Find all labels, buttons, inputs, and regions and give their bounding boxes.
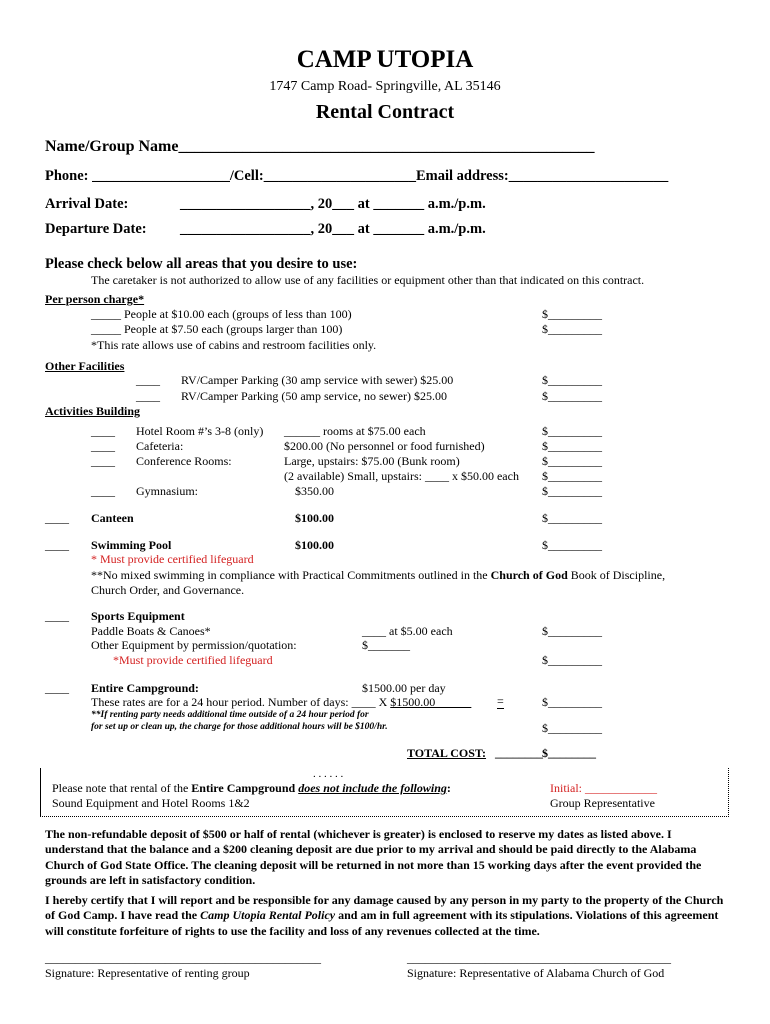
rv30-label: RV/Camper Parking (30 amp service with sewer) $25.00: [181, 373, 454, 387]
hotel-room-detail: ______ rooms at $75.00 each: [284, 424, 426, 438]
pool-checkbox[interactable]: ____: [45, 538, 69, 552]
camp-address: 1747 Camp Road- Springville, AL 35146: [269, 79, 501, 94]
conference-rooms-checkbox[interactable]: ____: [91, 454, 115, 468]
canteen-price: $100.00: [295, 511, 334, 525]
caretaker-notice: The caretaker is not authorized to allow use of any facilities or equipment other than that indicated on this contract.: [91, 273, 645, 287]
campground-days-row[interactable]: These rates are for a 24 hour period. Number of days: ____ X $1500.00______: [91, 695, 472, 709]
renting-group-signature-caption: Signature: Representative of renting group: [45, 966, 250, 980]
contract-subtitle: Rental Contract: [315, 101, 455, 123]
pool-amount[interactable]: $_________: [542, 538, 602, 552]
gymnasium-amount[interactable]: $_________: [542, 484, 602, 498]
document-title: CAMP UTOPIA: [296, 46, 474, 73]
arrival-date-field[interactable]: __________________, 20___ at _______ a.m./p.m.: [180, 196, 486, 212]
campground-exclusion-text: Please note that rental of the Entire Campground does not include the following:: [52, 781, 451, 795]
pool-mixed-swimming-note: **No mixed swimming in compliance with Practical Commitments outlined in the Church of God Book of Discipline,: [91, 568, 666, 582]
canteen-checkbox[interactable]: ____: [45, 511, 69, 525]
other-equipment-amount[interactable]: $_________: [542, 653, 602, 667]
gymnasium-detail: $350.00: [295, 484, 334, 498]
notice-dots: . . . . . .: [313, 768, 344, 780]
per-person-heading: Per person charge*: [45, 292, 145, 306]
deposit-paragraph: The non-refundable deposit of $500 or half of rental (whichever is greater) is enclosed to reserve my dates as listed above. I understand that the balance and a $200 cleaning deposit are due prior to my arrival and should be paid directly to the Alabama Church of God State Office. The cleaning deposit will be returned in not more than 15 working days after the event provided the grounds are left in satisfactory condition.: [45, 827, 702, 887]
campground-price: $1500.00 per day: [362, 681, 446, 695]
total-cost-label: TOTAL COST:: [407, 746, 487, 760]
church-signature-line[interactable]: ____________________________________________: [407, 951, 671, 965]
conference-large-amount[interactable]: $_________: [542, 454, 602, 468]
per-person-amount-1[interactable]: $_________: [542, 307, 602, 321]
pool-label: Swimming Pool: [91, 538, 172, 552]
conference-small-amount[interactable]: $_________: [542, 469, 602, 483]
rv50-checkbox[interactable]: ____: [136, 389, 160, 403]
pool-lifeguard-warning: * Must provide certified lifeguard: [91, 552, 254, 566]
paddle-boats-label: Paddle Boats & Canoes*: [91, 624, 211, 638]
campground-extra-time-note-1: **If renting party needs additional time outside of a 24 hour period for: [91, 710, 369, 720]
per-person-row-1[interactable]: _____ People at $10.00 each (groups of less than 100): [91, 307, 352, 321]
departure-date-field[interactable]: __________________, 20___ at _______ a.m./p.m.: [180, 221, 486, 237]
renting-group-signature-line[interactable]: ______________________________________________: [45, 951, 321, 965]
departure-date-label: Departure Date:: [45, 221, 147, 237]
rv50-label: RV/Camper Parking (50 amp service, no sewer) $25.00: [181, 389, 447, 403]
pool-note-continued: Church Order, and Governance.: [91, 583, 245, 597]
paddle-boats-amount[interactable]: $_________: [542, 624, 602, 638]
sports-lifeguard-warning: *Must provide certified lifeguard: [113, 653, 273, 667]
campground-equals: =: [497, 694, 504, 708]
total-cost-amount[interactable]: $________: [542, 746, 596, 760]
canteen-amount[interactable]: $_________: [542, 511, 602, 525]
conference-small-detail: (2 available) Small, upstairs: ____ x $50.00 each: [284, 469, 519, 483]
canteen-label: Canteen: [91, 511, 134, 525]
arrival-date-label: Arrival Date:: [45, 196, 129, 212]
gymnasium-label: Gymnasium:: [136, 484, 198, 498]
per-person-row-2[interactable]: _____ People at $7.50 each (groups larger than 100): [91, 322, 343, 336]
pool-price: $100.00: [295, 538, 334, 552]
sports-equipment-label: Sports Equipment: [91, 609, 185, 623]
rv50-amount[interactable]: $_________: [542, 389, 602, 403]
initial-field[interactable]: Initial: ____________: [550, 781, 657, 795]
per-person-amount-2[interactable]: $_________: [542, 322, 602, 336]
cafeteria-label: Cafeteria:: [136, 439, 184, 453]
areas-heading: Please check below all areas that you desire to use:: [45, 256, 358, 272]
cafeteria-checkbox[interactable]: ____: [91, 439, 115, 453]
campground-amount[interactable]: $_________: [542, 695, 602, 709]
campground-label: Entire Campground:: [91, 681, 199, 695]
rv30-checkbox[interactable]: ____: [136, 373, 160, 387]
other-equipment-price[interactable]: $_______: [362, 638, 410, 652]
hotel-room-amount[interactable]: $_________: [542, 424, 602, 438]
campground-extra-time-note-2: for set up or clean up, the charge for those additional hours will be $100/hr.: [91, 722, 388, 732]
hotel-room-checkbox[interactable]: ____: [91, 424, 115, 438]
gymnasium-checkbox[interactable]: ____: [91, 484, 115, 498]
rv30-amount[interactable]: $_________: [542, 373, 602, 387]
phone-cell-email-field[interactable]: Phone: ___________________/Cell:_____________________Email address:______________________: [45, 168, 669, 184]
church-signature-caption: Signature: Representative of Alabama Church of God: [407, 966, 665, 980]
per-person-note: *This rate allows use of cabins and restroom facilities only.: [91, 338, 377, 352]
activities-building-heading: Activities Building: [45, 404, 141, 418]
paddle-boats-price[interactable]: ____ at $5.00 each: [362, 624, 453, 638]
sports-checkbox[interactable]: ____: [45, 609, 69, 623]
other-facilities-heading: Other Facilities: [45, 359, 125, 373]
initial-caption: Group Representative: [550, 796, 655, 810]
cafeteria-detail: $200.00 (No personnel or food furnished): [284, 439, 485, 453]
campground-checkbox[interactable]: ____: [45, 681, 69, 695]
certification-paragraph: I hereby certify that I will report and be responsible for any damage caused by any person in my party to the property of the Church of God Camp. I have read the Camp Utopia Rental Policy and am in full agreement with its stipulations. Violations of this agreement will constitute forfeiture of rights to use the facility and loss of any revenues collected at the time.: [45, 893, 724, 938]
excluded-items-text: Sound Equipment and Hotel Rooms 1&2: [52, 796, 250, 810]
other-equipment-label: Other Equipment by permission/quotation:: [91, 638, 297, 652]
extra-hours-amount[interactable]: $_________: [542, 721, 602, 735]
conference-large-detail: Large, upstairs: $75.00 (Bunk room): [284, 454, 460, 468]
total-cost-blank: ________: [495, 746, 543, 760]
name-group-field[interactable]: Name/Group Name____________________________________________________: [45, 138, 595, 155]
conference-rooms-label: Conference Rooms:: [136, 454, 232, 468]
hotel-room-label: Hotel Room #’s 3-8 (only): [136, 424, 264, 438]
cafeteria-amount[interactable]: $_________: [542, 439, 602, 453]
